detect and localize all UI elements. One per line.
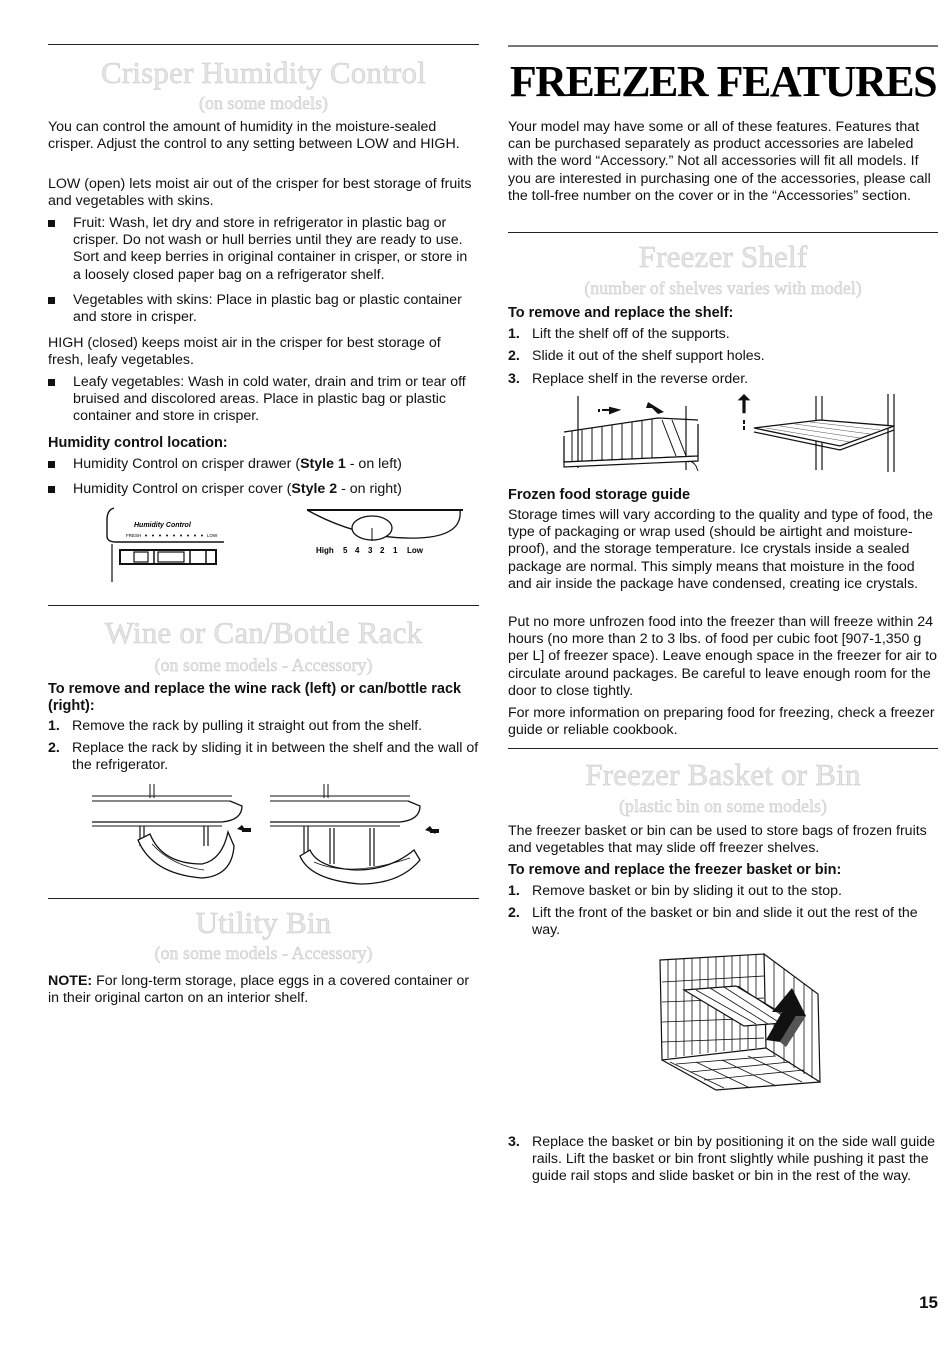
wine-rack-heading: To remove and replace the wine rack (left) or can/bottle rack (right): [48,681,462,715]
utility-bin-section-subtitle: (on some models - Accessory) [154,943,373,963]
style1-text-pre: Humidity Control on crisper drawer ( [73,456,301,472]
shelf-step-3-text: Replace shelf in the reverse order. [532,371,749,387]
bullet-square-icon [48,461,55,468]
section-divider [48,898,479,899]
step-number: 1. [508,326,520,342]
step-number: 1. [508,883,520,899]
freezer-basket-section-title: Freezer Basket or Bin [585,757,861,792]
section-divider [48,605,479,606]
humidity-level-2: 2 [380,546,385,555]
crisper-low-paragraph: LOW (open) lets moist air out of the crisper for best storage of fruits and vegetables with skins. [48,176,472,210]
crisper-section-title: Crisper Humidity Control [100,55,427,90]
section-divider [508,748,938,749]
step-number: 2. [508,905,520,921]
wine-rack-section-subtitle: (on some models - Accessory) [154,655,373,675]
bullet-square-icon [48,486,55,493]
humidity-level-3: 3 [368,546,373,555]
basket-paragraph: The freezer basket or bin can be used to store bags of frozen fruits and vegetables that may slide off freezer shelves. [508,823,927,857]
humidity-location-heading: Humidity control location: [48,435,228,451]
frozen-food-heading: Frozen food storage guide [508,487,691,503]
basket-step-2-text: Lift the front of the basket or bin and slide it out the rest of the way. [532,905,918,939]
shelf-step-2-text: Slide it out of the shelf support holes. [532,348,765,364]
page-title: FREEZER FEATURES [509,57,937,106]
wine-rack-illustration [92,784,252,880]
step-number: 1. [48,718,60,734]
basket-step-3-text: Replace the basket or bin by positioning it on the side wall guide rails. Lift the basket or bin front slightly while pushing it past the guide rail stops and slide basket or bin in the rest of the way. [532,1134,936,1185]
shelf-heading: To remove and replace the shelf: [508,305,734,321]
scale-fresh-label: FRESH [126,533,142,538]
frozen-food-paragraph-1: Storage times will vary according to the quality and type of food, the type of packaging or wrap used (should be airtight and moisture-proof), and the storage temperature. Ice crystals inside a sealed package are normal. This simply means that moisture in the food and air inside the package have condensed, creating ice crystals. [508,507,934,592]
step-number: 3. [508,371,520,387]
style2-text-post: - on right) [337,481,402,497]
style1-text-post: - on left) [345,456,402,472]
style2-text-pre: Humidity Control on crisper cover ( [73,481,292,497]
humidity-level-5: 5 [343,546,348,555]
style2-bold: Style 2 [291,481,338,497]
wine-rack-section-title: Wine or Can/Bottle Rack [104,615,423,650]
bullet-square-icon [48,379,55,386]
page-number: 15 [919,1293,938,1312]
bullet-square-icon [48,220,55,227]
step-number: 2. [48,740,60,756]
can-bottle-rack-illustration [270,784,440,888]
utility-bin-note [48,973,479,1007]
arrow-right-icon [602,408,618,413]
scale-low-label: LOW [207,533,218,538]
freezer-basket-illustration [656,952,826,1094]
freezer-intro-paragraph: Your model may have some or all of these features. Features that can be purchased separately as product accessories are labeled with the word “Accessory.” Not all accessories will fit all models. If you are interested in purchasing one of the accessories, please call the toll-free number on the cover or in the “Accessories” section. [508,119,931,204]
humidity-control-label: Humidity Control [134,522,191,529]
freezer-shelf-section-title: Freezer Shelf [638,239,808,274]
arrow-up-icon [738,394,751,413]
shelf-step-1-text: Lift the shelf off of the supports. [532,326,730,342]
step-number: 3. [508,1134,520,1150]
step-number: 2. [508,348,520,364]
humidity-high-label: High [316,546,334,555]
freezer-shelf-illustration [548,396,708,474]
wine-step-1-text: Remove the rack by pulling it straight out from the shelf. [72,718,423,734]
section-divider [48,44,479,45]
scale-dots [145,535,203,537]
arrow-up-left-icon [646,402,664,414]
bullet-leafy-text: Leafy vegetables: Wash in cold water, drain and trim or tear off bruised and discolored areas. Place in plastic bag or plastic container and store in crisper. [73,374,466,425]
crisper-high-paragraph: HIGH (closed) keeps moist air in the crisper for best storage of fresh, leafy vegetables. [48,335,441,369]
humidity-control-illustration [104,506,424,584]
humidity-level-1: 1 [393,546,398,555]
bullet-vegetables-text: Vegetables with skins: Place in plastic bag or plastic container and store in crisper. [73,292,462,326]
style1-bold: Style 1 [300,456,346,472]
humidity-low-label: Low [407,546,423,555]
title-top-rule [508,45,938,47]
note-label: NOTE: [48,973,93,989]
section-divider [508,232,938,233]
basket-step-1-text: Remove basket or bin by sliding it out to the stop. [532,883,842,899]
crisper-intro-paragraph: You can control the amount of humidity in the moisture-sealed crisper. Adjust the control to any setting between LOW and HIGH. [48,119,460,153]
note-text: For long-term storage, place eggs in a covered container or in their original carton on an interior shelf. [48,973,470,1007]
frozen-food-paragraph-3: For more information on preparing food for freezing, check a freezer guide or reliable cookbook. [508,705,935,739]
basket-heading: To remove and replace the freezer basket or bin: [508,862,842,878]
crisper-section-subtitle: (on some models) [199,93,328,113]
freezer-basket-section-subtitle: (plastic bin on some models) [619,796,827,816]
wine-step-2-text: Replace the rack by sliding it in between the shelf and the wall of the refrigerator. [72,740,479,774]
utility-bin-section-title: Utility Bin [195,905,332,940]
frozen-food-paragraph-2: Put no more unfrozen food into the freezer than will freeze within 24 hours (no more than 2 to 3 lbs. of food per cubic foot [907-1,350 g per L] of freezer space). Leave enough space in the freezer for air to circulate around packages. Be careful to leave enough room for the door to close tightly. [508,614,938,699]
freezer-shelf-section-subtitle: (number of shelves varies with model) [584,278,862,298]
freezer-shelf-lift-illustration [740,394,900,474]
humidity-level-4: 4 [355,546,360,555]
bullet-fruit-text: Fruit: Wash, let dry and store in refrigerator in plastic bag or crisper. Do not wash or hull berries until they are ready to use. Sort and keep berries in original container in crisper, or store in a loosely closed paper bag on a refrigerator shelf. [73,215,468,283]
bullet-square-icon [48,297,55,304]
